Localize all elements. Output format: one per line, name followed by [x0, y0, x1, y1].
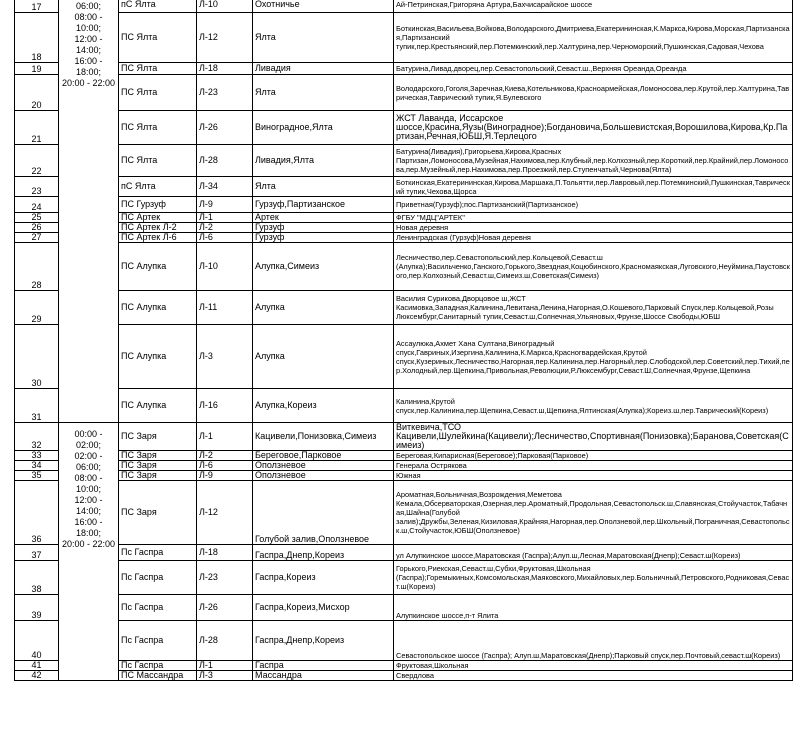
row-number: 28	[15, 243, 59, 291]
feeder-line: Л-1	[197, 213, 253, 223]
feeder-line: Л-23	[197, 561, 253, 595]
table-row	[15, 13, 793, 63]
feeder-line: Л-28	[197, 621, 253, 661]
time-interval: 06:00;	[75, 1, 102, 11]
table-row	[15, 63, 793, 75]
feeder-line: Л-10	[197, 0, 253, 13]
streets-list: Василия Сурикова,Дворцовое ш,ЖСТ Касимовка,Западная,Калинина,Левитана,Ленина,Нагорная,О.Кошевого,Парковый Спуск,пер.Кольцевой,Розы Люксембург,Санитарный тупик,Севаст.ш,Солнечная,Ульяновых,Фрунзе,Шоссе Свободы,ЮБШ	[394, 291, 793, 325]
table-row	[15, 671, 793, 681]
row-number: 31	[15, 389, 59, 423]
outage-schedule-table	[14, 0, 793, 681]
time-interval: 00:00 - 02:00;	[74, 429, 103, 450]
table-row	[15, 451, 793, 461]
settlement: Береговое,Парковое	[253, 451, 394, 461]
settlement: Ялта	[253, 13, 394, 63]
streets-list: Южная	[394, 471, 793, 481]
streets-list: Ассаулюка,Ахмет Хана Султана,Виноградный спуск,Гавриных,Изергина,Калинина,К.Маркса,Красногвардейская,Крутой спуск,Кузериных,Лесничество,Нагорная,пер.Калинина,пер.Нагорный,пер.Слободской,пер.Советский,пер.Тихий,пер.Холодный,пер.Щепкина,Привольная,Революции,Р.Люксембург,Севаст.Ш,Солнечная,Фрунзе,Щепкина	[394, 325, 793, 389]
settlement: Охотничье	[253, 0, 394, 13]
row-number: 29	[15, 291, 59, 325]
streets-list: Ароматная,Больничная,Возрождения,Меметова Кемала,Обсерваторская,Озерная,пер.Ароматный,Продольная,Севастопольск.ш,Славянская,Стойучасток,Табачная,Шайна(Голубой залив);Дружбы,Зеленая,Кизиловая,Крайняя,Нагорная,пер.Оползневой,пер.Школьный,Пограничная,Севастопольск.ш,Стойучасток,ЮБШ(Оползневое)	[394, 481, 793, 545]
row-number: 18	[15, 13, 59, 63]
streets-list: Новая деревня	[394, 223, 793, 233]
row-number: 24	[15, 197, 59, 213]
substation: ПС Ялта	[119, 63, 197, 75]
feeder-line: Л-1	[197, 423, 253, 451]
row-number: 19	[15, 63, 59, 75]
feeder-line: Л-3	[197, 671, 253, 681]
feeder-line: Л-12	[197, 13, 253, 63]
row-number: 34	[15, 461, 59, 471]
settlement: Алупка,Симеиз	[253, 243, 394, 291]
feeder-line: Л-16	[197, 389, 253, 423]
settlement: Алупка	[253, 325, 394, 389]
streets-list: Алупкинское шоссе,п-т Ялита	[394, 595, 793, 621]
settlement: Ливадия,Ялта	[253, 145, 394, 177]
substation: ПС Ялта	[119, 145, 197, 177]
row-number: 26	[15, 223, 59, 233]
time-interval: 02:00 - 06:00;	[74, 451, 103, 472]
streets-list: Береговая,Кипарисная(Береговое);Парковая(Парковое)	[394, 451, 793, 461]
substation: ПС Заря	[119, 461, 197, 471]
substation: ПС Гурзуф	[119, 197, 197, 213]
table-row	[15, 471, 793, 481]
feeder-line: Л-1	[197, 661, 253, 671]
settlement: Оползневое	[253, 471, 394, 481]
feeder-line: Л-2	[197, 451, 253, 461]
time-interval: 08:00 - 10:00;	[74, 473, 103, 494]
table-row	[15, 243, 793, 291]
row-number: 38	[15, 561, 59, 595]
row-number: 35	[15, 471, 59, 481]
table-row	[15, 111, 793, 145]
table-row	[15, 561, 793, 595]
settlement: Ялта	[253, 75, 394, 111]
feeder-line: Л-28	[197, 145, 253, 177]
substation: Пс Гаспра	[119, 545, 197, 561]
row-number: 25	[15, 213, 59, 223]
substation: ПС Ялта	[119, 13, 197, 63]
time-interval: 20:00 - 22:00	[61, 78, 116, 88]
feeder-line: Л-11	[197, 291, 253, 325]
settlement: Голубой залив,Оползневое	[253, 481, 394, 545]
row-number: 22	[15, 145, 59, 177]
feeder-line: Л-6	[197, 233, 253, 243]
table-row	[15, 75, 793, 111]
row-number: 36	[15, 481, 59, 545]
streets-list: ЖСТ Лаванда, Иссарское шоссе,Красина,Яузы(Виноградное);Богдановича,Большевистская,Ворошилова,Кирова,Кр.Партизан,Речная,ЮБШ,Я.Терлецого	[394, 111, 793, 145]
settlement: Оползневое	[253, 461, 394, 471]
streets-list: Лесничество,пер.Севастопольский,пер.Кольцевой,Севаст.ш (Алупка);Васильченко,Ганского,Горького,Звездная,Коцюбинского,Красномаякская,Луговского,Неуймина,Паустовского,пер.Колхозный,Севаст.ш,Симеиз.ш,Советская(Симеиз)	[394, 243, 793, 291]
time-interval: 16:00 - 18:00;	[74, 517, 103, 538]
row-number: 27	[15, 233, 59, 243]
substation: ПС Алупка	[119, 243, 197, 291]
row-number: 40	[15, 621, 59, 661]
substation: пС Ялта	[119, 0, 197, 13]
row-number: 21	[15, 111, 59, 145]
substation: ПС Ялта	[119, 111, 197, 145]
table-row	[15, 621, 793, 661]
substation: ПС Заря	[119, 481, 197, 545]
feeder-line: Л-12	[197, 481, 253, 545]
substation: ПС Артек	[119, 213, 197, 223]
substation: ПС Артек Л-6	[119, 233, 197, 243]
table-row	[15, 145, 793, 177]
feeder-line: Л-2	[197, 223, 253, 233]
table-row	[15, 197, 793, 213]
row-number: 30	[15, 325, 59, 389]
streets-list: Боткинская,Васильева,Войкова,Володарского,Дмитриева,Екатерининская,К.Маркса,Кирова,Морская,Партизанская,Партизанский тупик,пер.Крестьянский,пер.Потемкинский,пер.Халтурина,пер.Черноморский,Пушкинская,Садовая,Чехова	[394, 13, 793, 63]
substation: пС Ялта	[119, 177, 197, 197]
settlement: Гаспра,Днепр,Кореиз	[253, 621, 394, 661]
substation: ПС Заря	[119, 451, 197, 461]
streets-list: ул Алупкинское шоссе,Маратовская (Гаспра);Алуп.ш,Лесная,Маратовская(Днепр);Севаст.ш(Кореиз)	[394, 545, 793, 561]
substation: ПС Заря	[119, 423, 197, 451]
time-intervals-cell	[59, 0, 119, 423]
feeder-line: Л-18	[197, 545, 253, 561]
table-row	[15, 545, 793, 561]
substation: Пс Гаспра	[119, 595, 197, 621]
substation: Пс Гаспра	[119, 621, 197, 661]
row-number: 32	[15, 423, 59, 451]
streets-list: Ай-Петринская,Григоряна Артура,Бахчисарайское шоссе	[394, 0, 793, 13]
settlement: Гаспра,Кореиз,Мисхор	[253, 595, 394, 621]
table-row	[15, 291, 793, 325]
substation: Пс Гаспра	[119, 561, 197, 595]
row-number: 37	[15, 545, 59, 561]
time-interval: 20:00 - 22:00	[61, 539, 116, 549]
table-row	[15, 423, 793, 451]
substation: Пс Гаспра	[119, 661, 197, 671]
streets-list: Приветная(Гурзуф);пос.Партизанский(Партизанское)	[394, 197, 793, 213]
substation: ПС Алупка	[119, 325, 197, 389]
streets-list: Боткинская,Екатерининская,Кирова,Маршака,П.Тольятти,пер.Лавровый,пер.Потемкинский,Пушкинская,Таврический тупик,Чехова,Щорса	[394, 177, 793, 197]
substation: ПС Алупка	[119, 291, 197, 325]
settlement: Артек	[253, 213, 394, 223]
settlement: Массандра	[253, 671, 394, 681]
row-number: 42	[15, 671, 59, 681]
settlement: Алупка,Кореиз	[253, 389, 394, 423]
feeder-line: Л-3	[197, 325, 253, 389]
feeder-line: Л-6	[197, 461, 253, 471]
settlement: Кацивели,Понизовка,Симеиз	[253, 423, 394, 451]
row-number: 41	[15, 661, 59, 671]
feeder-line: Л-9	[197, 197, 253, 213]
table-row	[15, 661, 793, 671]
settlement: Гаспра	[253, 661, 394, 671]
streets-list: Генерала Острякова	[394, 461, 793, 471]
time-interval: 16:00 - 18:00;	[74, 56, 103, 77]
substation: ПС Массандра	[119, 671, 197, 681]
time-interval: 08:00 - 10:00;	[74, 12, 103, 33]
row-number: 23	[15, 177, 59, 197]
table-row	[15, 0, 793, 13]
row-number: 33	[15, 451, 59, 461]
streets-list: Калинина,Крутой спуск,пер.Калинина,пер.Щепкина,Севаст.ш,Щепкина,Ялтинская(Алупка);Кореиз.ш,пер.Таврический(Кореиз)	[394, 389, 793, 423]
settlement: Гаспра,Кореиз	[253, 561, 394, 595]
settlement: Гурзуф,Партизанское	[253, 197, 394, 213]
settlement: Алупка	[253, 291, 394, 325]
settlement: Виноградное,Ялта	[253, 111, 394, 145]
streets-list: Виткевича,ТСО Кацивели,Шулейкина(Кацивели);Лесничество,Спортивная(Понизовка);Баранова,Советская(Симеиз)	[394, 423, 793, 451]
table-row	[15, 223, 793, 233]
feeder-line: Л-18	[197, 63, 253, 75]
settlement: Ливадия	[253, 63, 394, 75]
table-row	[15, 233, 793, 243]
streets-list: Ленинградская (Гурзуф)Новая деревня	[394, 233, 793, 243]
streets-list: Фруктовая,Школьная	[394, 661, 793, 671]
time-interval: 12:00 - 14:00;	[74, 34, 103, 55]
row-number: 20	[15, 75, 59, 111]
substation: ПС Артек Л-2	[119, 223, 197, 233]
table-row	[15, 389, 793, 423]
streets-list: Севастопольское шоссе (Гаспра); Алуп.ш,Маратовская(Днепр);Парковый спуск,пер.Почтовый,севаст.ш(Кореиз)	[394, 621, 793, 661]
table-row	[15, 177, 793, 197]
settlement: Гаспра,Днепр,Кореиз	[253, 545, 394, 561]
time-intervals-cell	[59, 423, 119, 681]
substation: ПС Алупка	[119, 389, 197, 423]
streets-list: ФГБУ "МДЦ"АРТЕК"	[394, 213, 793, 223]
streets-list: Свердлова	[394, 671, 793, 681]
substation: ПС Заря	[119, 471, 197, 481]
streets-list: Батурина,Ливад.дворец,пер.Севастопольский,Севаст.ш.,Верхняя Ореанда,Ореанда	[394, 63, 793, 75]
feeder-line: Л-26	[197, 111, 253, 145]
feeder-line: Л-34	[197, 177, 253, 197]
feeder-line: Л-9	[197, 471, 253, 481]
settlement: Гурзуф	[253, 223, 394, 233]
settlement: Ялта	[253, 177, 394, 197]
streets-list: Володарского,Гоголя,Заречная,Киева,Котельникова,Красноармейская,Ломоносова,пер.Крутой,пер.Халтурина,Тавричеcкая,Таврический тупик,Я.Булевского	[394, 75, 793, 111]
streets-list: Батурина(Ливадия),Григорьева,Кирова,Красных Партизан,Ломоносова,Музейная,Нахимова,пер.Клубный,пер.Колхозный,пер.Короткий,пер.Крайний,пер.Ломоносова,пер.Музейный,пер.Нахимова,пер.Проезжий,пер.Ступенчатый,Чернова(Ялта)	[394, 145, 793, 177]
table-row	[15, 213, 793, 223]
settlement: Гурзуф	[253, 233, 394, 243]
row-number: 39	[15, 595, 59, 621]
table-row	[15, 461, 793, 471]
time-interval: 12:00 - 14:00;	[74, 495, 103, 516]
feeder-line: Л-10	[197, 243, 253, 291]
substation: ПС Ялта	[119, 75, 197, 111]
streets-list: Горького,Риекская,Севаст.ш,Субхи,Фруктовая,Школьная (Гаспра);Горемыкиных,Комсомольская,Маяковского,Михайловых,пер.Больничный,Петровского,Родниковая,Севаст.ш(Кореиз)	[394, 561, 793, 595]
feeder-line: Л-23	[197, 75, 253, 111]
table-row	[15, 325, 793, 389]
table-row	[15, 595, 793, 621]
row-number: 17	[15, 0, 59, 13]
feeder-line: Л-26	[197, 595, 253, 621]
table-row	[15, 481, 793, 545]
